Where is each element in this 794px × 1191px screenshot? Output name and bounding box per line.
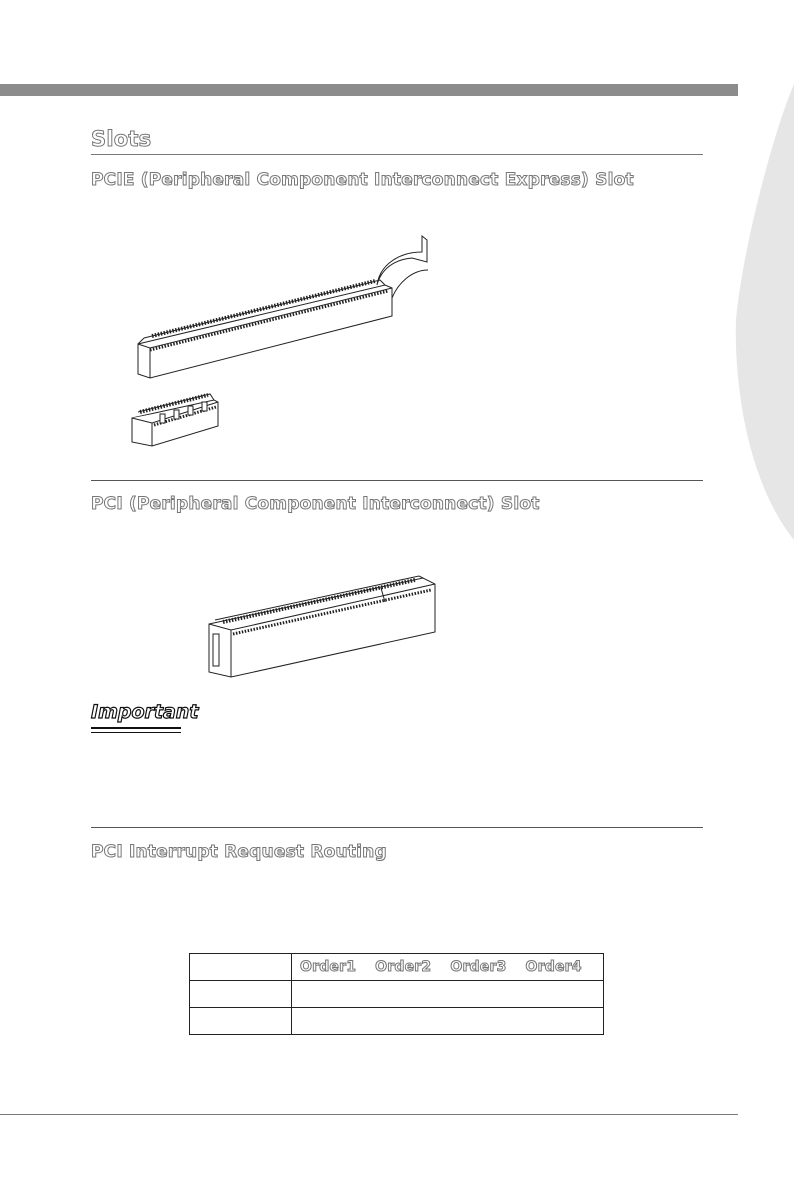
footer-rule	[0, 1114, 738, 1115]
important-underline	[91, 727, 181, 729]
pcie-heading: PCIE (Peripheral Component Interconnect Express) Slot	[91, 170, 634, 190]
table-cell	[190, 1008, 292, 1035]
title-rule	[91, 154, 703, 155]
page-title: Slots	[91, 127, 152, 151]
column-header: Order4	[525, 959, 582, 975]
table-cell	[190, 981, 292, 1008]
irq-heading: PCI Interrupt Request Routing	[91, 842, 387, 862]
section-divider	[91, 480, 703, 481]
irq-table	[189, 953, 604, 1035]
table-row	[190, 981, 604, 1008]
table-header-row	[190, 954, 604, 981]
order-header-cell	[292, 954, 604, 981]
section-divider-2	[91, 827, 703, 828]
table-cell	[292, 981, 604, 1008]
pcie-x16-slot	[138, 236, 428, 378]
column-header: Order1	[300, 959, 357, 975]
header-bar	[0, 84, 738, 96]
table-cell	[292, 1008, 604, 1035]
important-label: Important	[91, 701, 199, 723]
pcie-slot-illustration	[130, 228, 440, 453]
pcie-x1-slot	[132, 394, 218, 446]
table-row	[190, 1008, 604, 1035]
pci-slot-illustration	[205, 572, 445, 684]
table-cell	[190, 954, 292, 981]
important-underline-2	[91, 732, 181, 733]
column-header: Order2	[375, 959, 432, 975]
column-header: Order3	[450, 959, 507, 975]
pci-heading: PCI (Peripheral Component Interconnect) Slot	[91, 494, 540, 514]
side-tab-decoration	[734, 0, 794, 1191]
